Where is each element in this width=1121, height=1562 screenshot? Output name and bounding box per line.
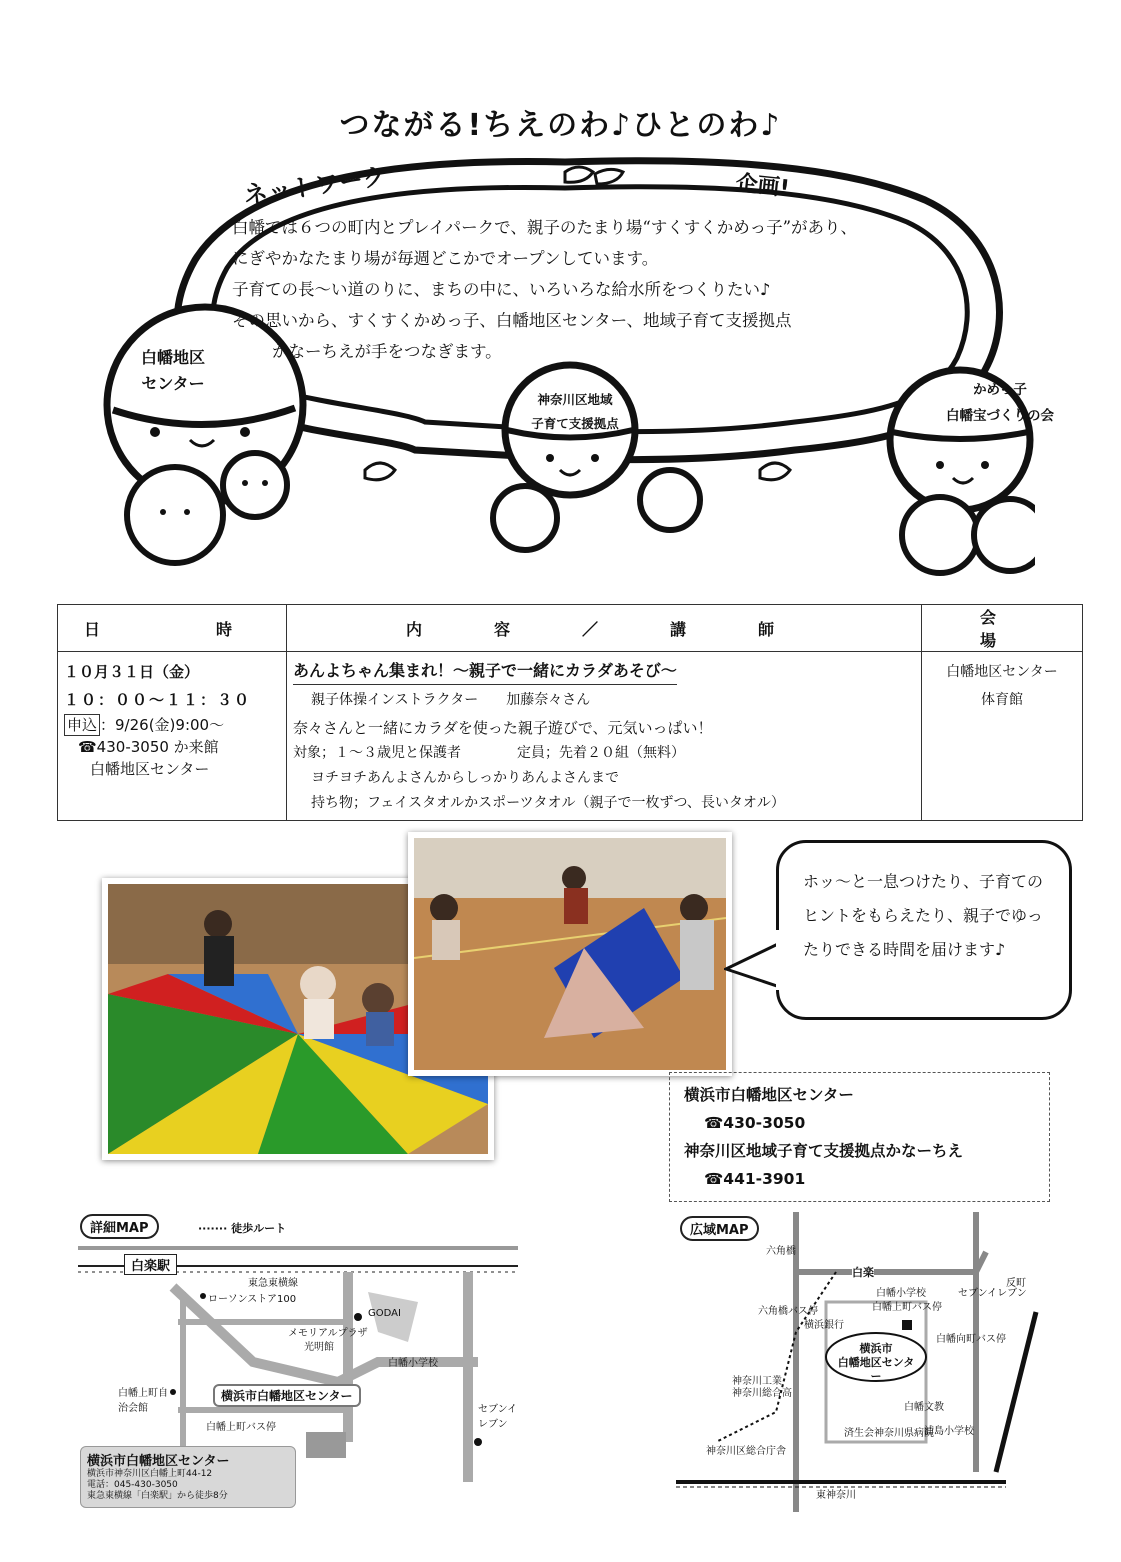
map-label-memorial: メモリアルプラザ bbox=[288, 1328, 368, 1339]
venue-room: 体育館 bbox=[981, 692, 1023, 708]
contact-org-1: 横浜市白幡地区センター bbox=[684, 1086, 854, 1104]
venue-name: 白幡地区センター bbox=[946, 664, 1058, 680]
map-label-school: 白幡小学校 bbox=[388, 1358, 438, 1369]
footer-access: 東急東横線「白楽駅」から徒歩8分 bbox=[87, 1491, 228, 1501]
station-label: 白楽駅 bbox=[124, 1254, 177, 1275]
contact-phone-1: ☎430-3050 bbox=[704, 1114, 806, 1132]
ribbon-right-text: 企画! bbox=[734, 171, 791, 202]
bubble-tail bbox=[724, 935, 784, 995]
header-content: 内 容 ／ 講 師 bbox=[287, 605, 922, 652]
intro-line-3: 子育ての長〜い道のりに、まちの中に、いろいろな給水所をつくりたい♪ bbox=[232, 280, 771, 299]
wide-label-11: 浦島小学校 bbox=[924, 1426, 974, 1437]
wide-label-6: 白幡向町バス停 bbox=[936, 1334, 1006, 1345]
contact-org-2: 神奈川区地域子育て支援拠点かなーちえ bbox=[684, 1142, 964, 1160]
map-label-komyokan: 光明館 bbox=[304, 1342, 334, 1353]
wide-label-12: 神奈川区総合庁舎 bbox=[706, 1446, 786, 1457]
event-target-note: ヨチヨチあんよさんからしっかりあんよさんまで bbox=[311, 770, 619, 786]
handshake-right-icon bbox=[760, 463, 790, 480]
wide-label-3: セブンイレブン bbox=[958, 1288, 1027, 1299]
event-table bbox=[57, 604, 1113, 821]
map-label-busstop: 白幡上町バス停 bbox=[206, 1422, 276, 1433]
map-label-godai: GODAI bbox=[368, 1308, 401, 1319]
event-instructor: 親子体操インストラクター 加藤奈々さん bbox=[311, 692, 591, 708]
handshake-left-icon bbox=[365, 463, 395, 480]
map-label-seven: セブンイレブン bbox=[478, 1404, 518, 1430]
event-belongings: 持ち物；フェイスタオルかスポーツタオル（親子で一枚ずつ、長いタオル） bbox=[311, 795, 785, 811]
wide-station-label: 白楽 bbox=[852, 1266, 874, 1279]
bubble-tail-mask bbox=[776, 930, 782, 990]
event-date: １０月３１日（金） bbox=[64, 663, 200, 681]
map-label-lawson: ローソンストア100 bbox=[208, 1294, 297, 1305]
contact-phone-2: ☎441-3901 bbox=[704, 1170, 806, 1188]
table-row bbox=[58, 652, 1083, 821]
contact-box bbox=[669, 1072, 1050, 1202]
table-header-row bbox=[58, 605, 1083, 652]
footer-title: 横浜市白幡地区センター bbox=[87, 1454, 230, 1469]
intro-text bbox=[232, 212, 857, 367]
wide-label-13: 東神奈川 bbox=[816, 1490, 856, 1501]
detail-map bbox=[78, 1212, 530, 1512]
wide-label-9: 白幡文教 bbox=[904, 1402, 944, 1413]
wide-label-8: 神奈川総合高 bbox=[732, 1388, 792, 1399]
wide-map-tag: 広域MAP bbox=[680, 1216, 759, 1241]
apply-phone: ☎430-3050 か来館 bbox=[78, 738, 219, 756]
handshake-icon bbox=[565, 167, 623, 184]
intro-line-4: その思いから、すくすくかめっ子、白幡地区センター、地域子育て支援拠点 bbox=[232, 311, 792, 330]
line-label: 東急東横線 bbox=[248, 1278, 298, 1289]
wide-label-14: 反町 bbox=[1006, 1278, 1026, 1289]
event-description: 奈々さんと一緒にカラダを使った親子遊びで、元気いっぱい！ bbox=[293, 719, 713, 737]
wide-label-7: 神奈川工業 bbox=[732, 1376, 782, 1387]
detail-map-tag: 詳細MAP bbox=[80, 1214, 159, 1239]
apply-date: ：9/26(金)9:00〜 bbox=[100, 716, 225, 734]
content-cell bbox=[287, 652, 922, 821]
event-title: あんよちゃん集まれ！〜親子で一緒にカラダあそび〜 bbox=[293, 658, 677, 685]
event-time: １０：００〜１１：３０ bbox=[64, 691, 252, 709]
header-venue: 会 場 bbox=[922, 605, 1083, 652]
intro-line-1: 白幡では６つの町内とプレイパークで、親子のたまり場“すくすくかめっ子”があり、 bbox=[232, 218, 858, 237]
walk-route-legend: ······· 徒歩ルート bbox=[198, 1222, 287, 1235]
wide-map bbox=[676, 1212, 1048, 1512]
headline: つながる!ちえのわ♪ひとのわ♪ bbox=[339, 108, 782, 143]
speech-bubble: ホッ〜と一息つけたり、子育てのヒントをもらえたり、親子でゆったりできる時間を届けます♪ bbox=[776, 840, 1072, 1020]
character-label-center: 神奈川区地域 子育て支援拠点 bbox=[531, 392, 619, 431]
map-label-jichikai: 白幡上町自治会館 bbox=[118, 1388, 168, 1414]
map-center-label: 横浜市白幡地区センター bbox=[213, 1384, 361, 1407]
mats-image bbox=[414, 838, 726, 1070]
footer-address: 横浜市神奈川区白幡上町44-12 bbox=[87, 1469, 213, 1479]
wide-label-10: 済生会神奈川県病院 bbox=[844, 1428, 934, 1439]
venue-cell bbox=[922, 652, 1083, 821]
header-datetime: 日 時 bbox=[58, 605, 287, 652]
character-label-right: かめっ子 白幡宝づくりの会 bbox=[946, 382, 1054, 424]
wide-label-4: 六角橋バス停 bbox=[758, 1306, 818, 1317]
character-label-left: 白幡地区 センター bbox=[140, 348, 205, 393]
wide-label-1: 白幡小学校 bbox=[876, 1288, 926, 1299]
detail-map-footer bbox=[80, 1446, 296, 1508]
apply-place: 白幡地区センター bbox=[90, 760, 210, 778]
photo-mats bbox=[408, 832, 732, 1076]
wide-label-0: 六角橋 bbox=[766, 1246, 796, 1257]
intro-line-5: かなーちえが手をつなぎます。 bbox=[272, 342, 502, 361]
wide-center-label: 横浜市 白幡地区センター bbox=[837, 1342, 915, 1383]
event-target: 対象；１〜３歳児と保護者 定員；先着２０組（無料） bbox=[293, 745, 685, 761]
ribbon-left-text: ネットワーク bbox=[241, 162, 389, 210]
footer-phone: 電話：045-430-3050 bbox=[87, 1480, 178, 1490]
apply-info bbox=[64, 714, 280, 736]
wide-label-2: 白幡上町バス停 bbox=[872, 1302, 942, 1313]
intro-line-2: にぎやかなたまり場が毎週どこかでオープンしています。 bbox=[232, 249, 659, 268]
apply-label: 申込 bbox=[64, 714, 100, 736]
wide-label-5: 横浜銀行 bbox=[804, 1320, 844, 1331]
datetime-cell bbox=[58, 652, 287, 821]
